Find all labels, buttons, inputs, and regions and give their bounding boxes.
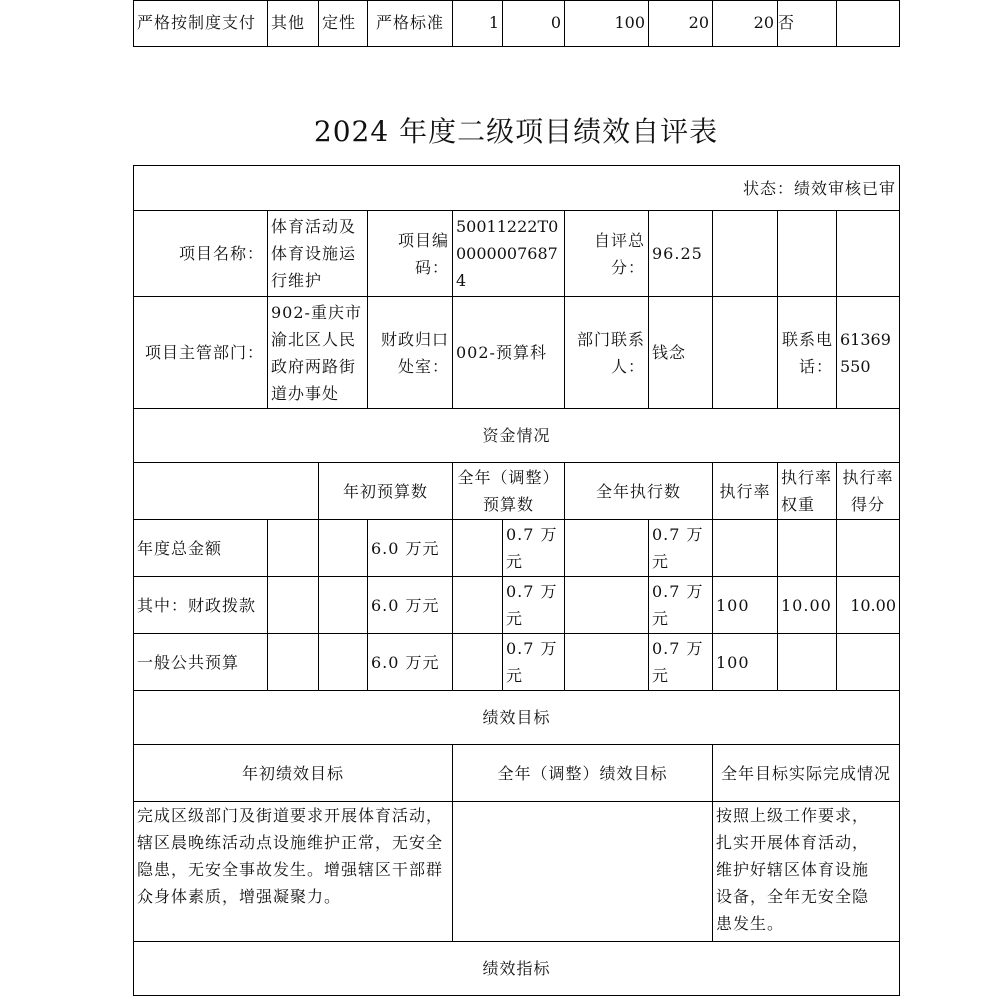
project-name: 体育活动及体育设施运行维护 <box>268 211 368 297</box>
empty-cell <box>713 211 778 297</box>
header-initial-goal: 年初绩效目标 <box>134 745 453 802</box>
empty-cell <box>319 520 368 577</box>
phone-label: 联系电话： <box>778 297 837 409</box>
funds-header-row <box>134 463 900 520</box>
empty-cell <box>319 577 368 634</box>
header-adjusted-goal: 全年（调整）绩效目标 <box>453 745 713 802</box>
empty-cell <box>778 211 837 297</box>
indicator-value-2: 0 <box>503 1 565 47</box>
fund-label: 一般公共预算 <box>134 634 268 691</box>
fund-executed: 0.7 万元 <box>649 520 713 577</box>
indicator-value-3: 100 <box>565 1 649 47</box>
score-label: 自评总分： <box>565 211 649 297</box>
adjusted-goal-text <box>453 802 713 942</box>
indicator-type: 其他 <box>268 1 319 47</box>
empty-cell <box>453 577 503 634</box>
score-value: 96.25 <box>649 211 713 297</box>
empty-cell <box>837 211 900 297</box>
funds-section-row <box>134 409 900 463</box>
status-row <box>134 166 900 211</box>
page-title: 2024 年度二级项目绩效自评表 <box>313 115 719 148</box>
table-row <box>134 634 900 691</box>
empty-cell <box>453 520 503 577</box>
fund-adjusted: 0.7 万元 <box>503 520 565 577</box>
phone-value: 61369550 <box>837 297 900 409</box>
dept-value: 902-重庆市渝北区人民政府两路街道办事处 <box>268 297 368 409</box>
initial-goal-text: 完成区级部门及街道要求开展体育活动，辖区晨晚练活动点设施维护正常，无安全隐患，无安全事故发生。增强辖区干部群众身体素质，增强凝聚力。 <box>134 802 453 942</box>
fund-rate: 100 <box>713 577 778 634</box>
finance-value: 002-预算科 <box>453 297 565 409</box>
indicator-nature: 定性 <box>319 1 368 47</box>
empty-cell <box>268 520 319 577</box>
contact-label: 部门联系人： <box>565 297 649 409</box>
empty-cell <box>713 297 778 409</box>
funds-section-title: 资金情况 <box>134 409 900 463</box>
indicator-value-5: 20 <box>713 1 778 47</box>
header-adjusted-budget: 全年（调整）预算数 <box>453 463 565 520</box>
header-rate-score: 执行率得分 <box>837 463 900 520</box>
table-row <box>134 520 900 577</box>
project-code: 50011222T000000076874 <box>453 211 565 297</box>
indicator-value-4: 20 <box>649 1 713 47</box>
header-actual-goal: 全年目标实际完成情况 <box>713 745 900 802</box>
dept-row <box>134 297 900 409</box>
fund-score <box>837 634 900 691</box>
actual-goal-text: 按照上级工作要求，扎实开展体育活动，维护好辖区体育设施设备，全年无安全隐患发生。 <box>713 802 900 942</box>
indicator-value-1: 1 <box>453 1 503 47</box>
goals-section-row <box>134 691 900 745</box>
header-executed: 全年执行数 <box>565 463 713 520</box>
contact-value: 钱念 <box>649 297 713 409</box>
header-initial-budget: 年初预算数 <box>319 463 453 520</box>
table-row <box>134 577 900 634</box>
fund-weight <box>778 634 837 691</box>
project-row <box>134 211 900 297</box>
project-name-label: 项目名称： <box>134 211 268 297</box>
self-evaluation-table <box>133 165 900 996</box>
empty-cell <box>268 634 319 691</box>
status-text: 状态：绩效审核已审 <box>134 166 900 211</box>
indicator-flag: 否 <box>778 1 837 47</box>
empty-cell <box>268 577 319 634</box>
indicator-standard: 严格标准 <box>368 1 453 47</box>
fund-executed: 0.7 万元 <box>649 634 713 691</box>
empty-cell <box>134 463 319 520</box>
previous-indicator-table <box>133 0 900 47</box>
fund-adjusted: 0.7 万元 <box>503 634 565 691</box>
fund-weight: 10.00 <box>778 577 837 634</box>
empty-cell <box>565 634 649 691</box>
fund-initial: 6.0 万元 <box>368 577 453 634</box>
fund-weight <box>778 520 837 577</box>
empty-cell <box>453 634 503 691</box>
empty-cell <box>565 520 649 577</box>
fund-executed: 0.7 万元 <box>649 577 713 634</box>
header-rate-weight: 执行率权重 <box>778 463 837 520</box>
fund-initial: 6.0 万元 <box>368 520 453 577</box>
fund-rate: 100 <box>713 634 778 691</box>
fund-adjusted: 0.7 万元 <box>503 577 565 634</box>
fund-label: 年度总金额 <box>134 520 268 577</box>
project-code-label: 项目编码： <box>368 211 453 297</box>
fund-score: 10.00 <box>837 577 900 634</box>
header-rate: 执行率 <box>713 463 778 520</box>
fund-label: 其中：财政拨款 <box>134 577 268 634</box>
empty-cell <box>565 577 649 634</box>
indicator-name: 严格按制度支付 <box>134 1 268 47</box>
goals-content-row <box>134 802 900 942</box>
fund-score <box>837 520 900 577</box>
empty-cell <box>319 634 368 691</box>
fund-initial: 6.0 万元 <box>368 634 453 691</box>
fund-rate <box>713 520 778 577</box>
goals-section-title: 绩效目标 <box>134 691 900 745</box>
indicators-section-row <box>134 942 900 996</box>
dept-label: 项目主管部门： <box>134 297 268 409</box>
table-row <box>134 1 900 47</box>
indicator-note <box>837 1 900 47</box>
goals-header-row <box>134 745 900 802</box>
indicators-section-title: 绩效指标 <box>134 942 900 996</box>
finance-label: 财政归口处室： <box>368 297 453 409</box>
